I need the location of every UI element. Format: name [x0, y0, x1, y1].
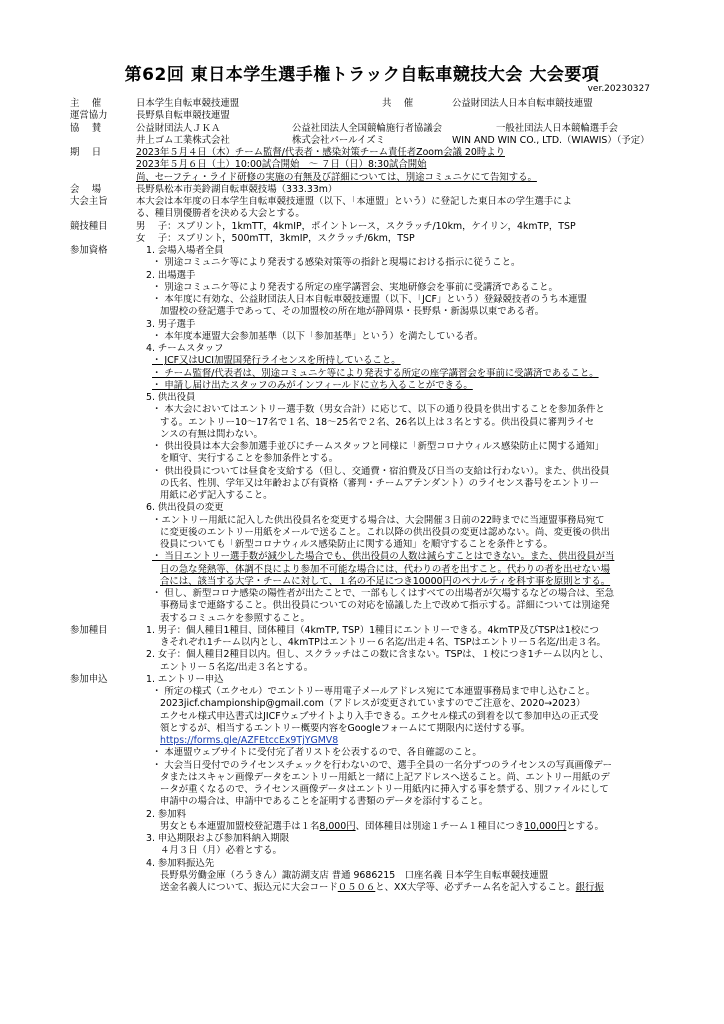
section-label [70, 270, 136, 282]
section-row [70, 331, 670, 343]
section-label [70, 331, 136, 343]
date-row-3 [70, 172, 670, 184]
section-label [70, 551, 136, 563]
purpose-line-1: 本大会は本年度の日本学生自転車競技連盟（以下、「本連盟」という）に登記した東日本の学生選手によ [136, 196, 572, 207]
remitter-text: 銀行振 [575, 882, 604, 893]
events-women: 女 子：スプリント，500mTT，3kmIP，スクラッチ/6km，TSP [136, 232, 415, 244]
section-row [70, 490, 670, 502]
section-row [70, 319, 670, 331]
section-line: ・ 但し、新型コロナ感染の陽性者が出たことで、一部もしくはすべての出場者が欠場するなどの場合は、至急 [152, 588, 614, 599]
section-row [70, 429, 670, 441]
application-line: 領とするが、相当するエントリー概要内容をGoogleフォームにて期限内に送付する事。 [160, 722, 531, 734]
purpose-row-1 [70, 196, 670, 208]
section-line: きそれぞれ1チーム以内とし、4kmTPはエントリー６名迄/出走４名、TSPはエントリー５名迄/出走３名。 [160, 637, 606, 648]
section-line: エントリー５名迄/出走３名とする。 [160, 661, 314, 673]
section-row [70, 270, 670, 282]
entry-fee-individual: 8,000円 [319, 820, 356, 832]
date-race-day-1: 2023年５月６日（土） [136, 159, 235, 171]
organizer-label: 主 催 [70, 98, 102, 109]
section-row [70, 417, 670, 429]
co-organizer-label: 共 催 [382, 98, 414, 109]
application-line: ・ 本連盟ウェブサイトに受付完了者リストを公表するので、各自確認のこと。 [152, 747, 482, 759]
section-row [70, 551, 670, 563]
section-row [70, 282, 670, 294]
sponsor-wiawis: WIN AND WIN CO., LTD.（WIAWIS）（予定） [452, 134, 650, 146]
venue-value: 長野県松本市美鈴湖自転車競技場（333.33m） [136, 183, 338, 195]
operation-label: 運営協力 [70, 110, 108, 122]
section-row [70, 245, 670, 257]
venue-row [70, 184, 670, 196]
section-line: 1. 男子：個人種目1種目、団体種目（4kmTP, TSP）1種目にエントリーできる。4kmTP及びTSPは1校につ [146, 624, 599, 636]
application-line: ータが重くなるので、ライセンス画像データはエントリー用紙内に挿入する事を禁ずる、別ファイルにして [160, 784, 609, 795]
section-label [70, 613, 136, 625]
sponsor-row-2 [70, 135, 670, 147]
section-line: ・ 別途コミュニケ等により発表する所定の座学講習会、実地研修会を事前に受講済であること。 [152, 281, 558, 293]
section-line: ・ JCF又はUCI加盟国発行ライセンスを所持していること。 [152, 355, 401, 367]
section-label [70, 453, 136, 465]
section-label [70, 637, 136, 649]
section-line: ・ 本大会においてはエントリー選手数（男女合計）に応じて、以下の通り役員を供出することを参加条件と [152, 404, 605, 416]
section-label: 参加種目 [70, 624, 108, 636]
section-line: ・ 申請し届け出たスタッフのみがインフィールドに立ち入ることができる。 [152, 379, 473, 391]
section-label: 参加資格 [70, 245, 108, 256]
sponsor-keirin-council: 公益社団法人全国競輪施行者協議会 [292, 122, 443, 134]
remitter-text: 送金名義人について、振込元に大会コード [160, 882, 338, 893]
section-line: に変更後のエントリー用紙をメールで送ること。これ以降の供出役員の変更は認めない。尚、変更後の供出 [160, 526, 610, 538]
section-row [70, 257, 670, 269]
date-race-day-2-start: 8:30試合開始 [367, 159, 427, 171]
version-label: ver.20230327 [587, 84, 650, 94]
section-label [70, 502, 136, 514]
section-line: 2. 女子：個人種目2種目以内。但し、スクラッチはこの数に含まない。TSPは、１校につき1チーム以内とし、 [146, 649, 609, 661]
section-label [70, 257, 136, 269]
section-line: 役員についても「新型コロナウィルス感染防止に関する通知」を順守することを条件とする。 [160, 539, 553, 550]
section-row [70, 294, 670, 306]
google-form-link[interactable]: https://forms.gle/AZFEtccEx9TjYGMV8 [160, 735, 339, 746]
events-label: 競技種目 [70, 220, 108, 232]
section-line: ・エントリー用紙に記入した供出役員名を変更する場合は、大会開催３日前の22時までに当連盟事務局宛て [152, 514, 605, 526]
purpose-line-2: る、種目別優勝者を決める大会とする。 [136, 208, 305, 220]
section-line: ・ 当日エントリー選手数が減少した場合でも、供出役員の人数は減らすことはできない。また、供出役員が当 [152, 551, 615, 563]
section-line: 加盟校の登記選手であって、その加盟校の所在地が静岡県・長野県・新潟県以東である者。 [160, 306, 545, 318]
section-line: 用紙に必ず記入すること。 [160, 490, 273, 501]
entry-events-section [70, 625, 670, 674]
section-line: ンスの有無は問わない。 [160, 428, 263, 440]
entry-fee-text: 男女とも本連盟加盟校登記選手は１名 [160, 820, 320, 832]
remitter-text: と、XX大学等、必ずチーム名を記入すること。 [375, 882, 576, 893]
section-line: 6. 供出役員の変更 [146, 502, 224, 514]
section-label [70, 294, 136, 306]
date-row-2 [70, 159, 670, 171]
date-meeting-detail: チーム監督/代表者・感染対策チーム責任者Zoom会議 20時より [234, 147, 505, 158]
section-line: 4. チームスタッフ [146, 343, 224, 354]
sponsor-pearl-izumi: 株式会社パールイズミ [292, 134, 385, 146]
section-label [70, 490, 136, 502]
section-row [70, 625, 670, 637]
application-email: 2023jicf.championship@gmail.com（アドレスが変更されていますのでご注意を、2020→2023） [160, 698, 586, 710]
operation-row [70, 110, 670, 122]
section-label [70, 392, 136, 404]
section-label [70, 527, 136, 539]
section-row [70, 306, 670, 318]
remitter-line [136, 882, 670, 894]
entry-fee-text: 、団体種目は別途１チーム１種目につき [355, 820, 525, 832]
event-code: ０５０６ [337, 882, 376, 893]
application-section [70, 674, 670, 895]
section-row [70, 613, 670, 625]
section-label [70, 441, 136, 453]
application-line: エクセル様式申込書式はJICFウェブサイトより入手できる。エクセル様式の到着を以て参加申込の正式受 [160, 710, 599, 722]
section-label [70, 649, 136, 661]
application-line: 申請中の場合は、申請中であることを証明する書類のデータを添付すること。 [160, 796, 489, 808]
application-line: ・ 所定の様式（エクセル）でエントリー専用電子メールアドレス宛にて本連盟事務局まで申し込むこと。 [152, 686, 596, 697]
section-row [70, 380, 670, 392]
eligibility-section [70, 245, 670, 625]
section-line: ・ 供出役員は本大会参加選手並びにチームスタッフと同様に「新型コロナウィルス感染防止に関する通知」 [152, 441, 605, 452]
section-label [70, 282, 136, 294]
deadline-line: ４月３日（月）必着とする。 [160, 845, 282, 857]
events-row-2 [70, 233, 670, 245]
section-row [70, 343, 670, 355]
section-label [70, 662, 136, 674]
section-line: ・ チーム監督/代表者は、別途コミュニケ等により発表する所定の座学講習会を事前に受講済であること。 [152, 367, 599, 379]
events-row-1 [70, 221, 670, 233]
section-line: 日の急な発熱等、体調不良により参加不可能な場合には、代わりの者を出すこと。代わりの者を出せない場 [160, 563, 611, 575]
application-line: ・ 大会当日受付でのライセンスチェックを行わないので、選手全員の一名分ずつのライセンスの写真画像デー [152, 759, 613, 771]
section-row [70, 564, 670, 576]
date-label: 期 日 [70, 147, 102, 158]
safety-ride-note: 尚、セーフティ・ライド研修の実施の有無及び詳細については、別途コミュニケにて告知する。 [136, 171, 537, 183]
section-line: 1. 会場入場者全員 [146, 245, 224, 256]
section-label [70, 576, 136, 588]
section-label [70, 404, 136, 416]
section-row [70, 662, 670, 674]
section-row [70, 502, 670, 514]
section-label [70, 417, 136, 429]
section-label [70, 478, 136, 490]
section-label [70, 355, 136, 367]
section-row [70, 515, 670, 527]
section-row [70, 637, 670, 649]
section-line: を順守、実行することを参加条件とする。 [160, 453, 339, 465]
section-row [70, 539, 670, 551]
organizer-row [70, 98, 670, 110]
entry-fee-team: 10,000円 [524, 820, 567, 832]
section-row [70, 392, 670, 404]
section-label [70, 600, 136, 612]
section-row [70, 576, 670, 588]
sponsor-row-1 [70, 123, 670, 135]
document-body [70, 98, 670, 894]
date-meeting: 2023年５月４日（木） [136, 147, 235, 158]
section-label [70, 368, 136, 380]
section-label [70, 564, 136, 576]
section-line: する。エントリー10～17名で１名、18～25名で２名、26名以上は３名とする。供出役員に審判ライセ [160, 416, 595, 428]
co-organizer-value: 公益財団法人日本自転車競技連盟 [452, 98, 593, 109]
section-label [70, 466, 136, 478]
section-line: 事務局まで連絡すること。供出役員についての対応を協議した上で改めて指示する。詳細については別途発 [160, 600, 610, 612]
application-line: 4. 参加料振込先 [146, 857, 215, 869]
section-line: 表するコミュニケを参照すること。 [160, 612, 310, 624]
application-line: 2. 参加料 [146, 808, 187, 820]
sponsor-jka: 公益財団法人ＪＫＡ [136, 122, 221, 134]
section-label [70, 343, 136, 355]
entry-fee-text: とする。 [566, 820, 604, 832]
purpose-row-2 [70, 208, 670, 220]
section-row [70, 404, 670, 416]
bank-account-line: 長野県労働金庫（ろうきん）諏訪湖支店 普通 9686215 口座名義 日本学生自転車競技連盟 [160, 869, 549, 881]
sponsor-inoue: 井上ゴム工業株式会社 [136, 134, 230, 146]
section-row [70, 588, 670, 600]
section-line: ・ 本年度に有効な、公益財団法人日本自転車競技連盟（以下、「JCF」という）登録競技者のうち本連盟 [152, 294, 587, 305]
section-label [70, 429, 136, 441]
section-row [70, 649, 670, 661]
purpose-label: 大会主旨 [70, 196, 108, 207]
organizer-value: 日本学生自転車競技連盟 [136, 98, 240, 109]
section-line: 5. 供出役員 [146, 392, 196, 403]
application-line: 1. エントリー申込 [146, 673, 224, 685]
section-label [70, 588, 136, 600]
section-label [70, 539, 136, 551]
section-line: 2. 出場選手 [146, 269, 196, 281]
section-line: の氏名、性別、学年又は年齢および有資格（審判・チームアテンダント）のライセンス番号をエントリー [160, 477, 600, 489]
section-line: 3. 男子選手 [146, 318, 196, 330]
section-label [70, 515, 136, 527]
operation-value: 長野県自転車競技連盟 [136, 110, 230, 122]
date-race-day-range: 10:00試合開始 ～ ７日（日） [234, 159, 368, 171]
application-line: 3. 申込期限および参加料納入期限 [146, 833, 290, 844]
section-row [70, 355, 670, 367]
date-row-1 [70, 147, 670, 159]
section-line: ・ 供出役員については昼食を支給する（但し、交通費・宿泊費及び日当の支給は行わない）。また、供出役員 [152, 465, 610, 477]
venue-label: 会 場 [70, 183, 102, 195]
section-row [70, 527, 670, 539]
section-label [70, 306, 136, 318]
section-line: 合には、該当する大学・チームに対して、１名の不足につき10000円のペナルティを科す事を原則とする。 [160, 575, 611, 587]
application-label: 参加申込 [70, 673, 108, 685]
application-line: タまたはスキャン画像データをエントリー用紙と一緒に上記アドレスへ送ること。尚、エントリー用紙のデ [160, 771, 610, 783]
section-label [70, 319, 136, 331]
section-row [70, 600, 670, 612]
section-row [70, 368, 670, 380]
section-row [70, 453, 670, 465]
section-line: ・ 本年度本連盟大会参加基準（以下「参加基準」という）を満たしている者。 [152, 330, 484, 342]
section-row [70, 478, 670, 490]
events-men: 男 子：スプリント，1kmTT，4kmIP，ポイントレース，スクラッチ/10km，ケイリン，4kmTP，TSP [136, 220, 576, 232]
section-label [70, 380, 136, 392]
entry-fee-line [136, 821, 670, 833]
page-title: 第62回 東日本学生選手権トラック自転車競技大会 大会要項 [124, 65, 600, 85]
section-row [70, 441, 670, 453]
sponsor-label: 協 賛 [70, 122, 102, 134]
sponsor-keirin-association: 一般社団法人日本競輪選手会 [496, 122, 618, 134]
section-line: ・ 別途コミュニケ等により発表する感染対策等の指針と現場における指示に従うこと。 [152, 257, 521, 269]
section-row [70, 466, 670, 478]
